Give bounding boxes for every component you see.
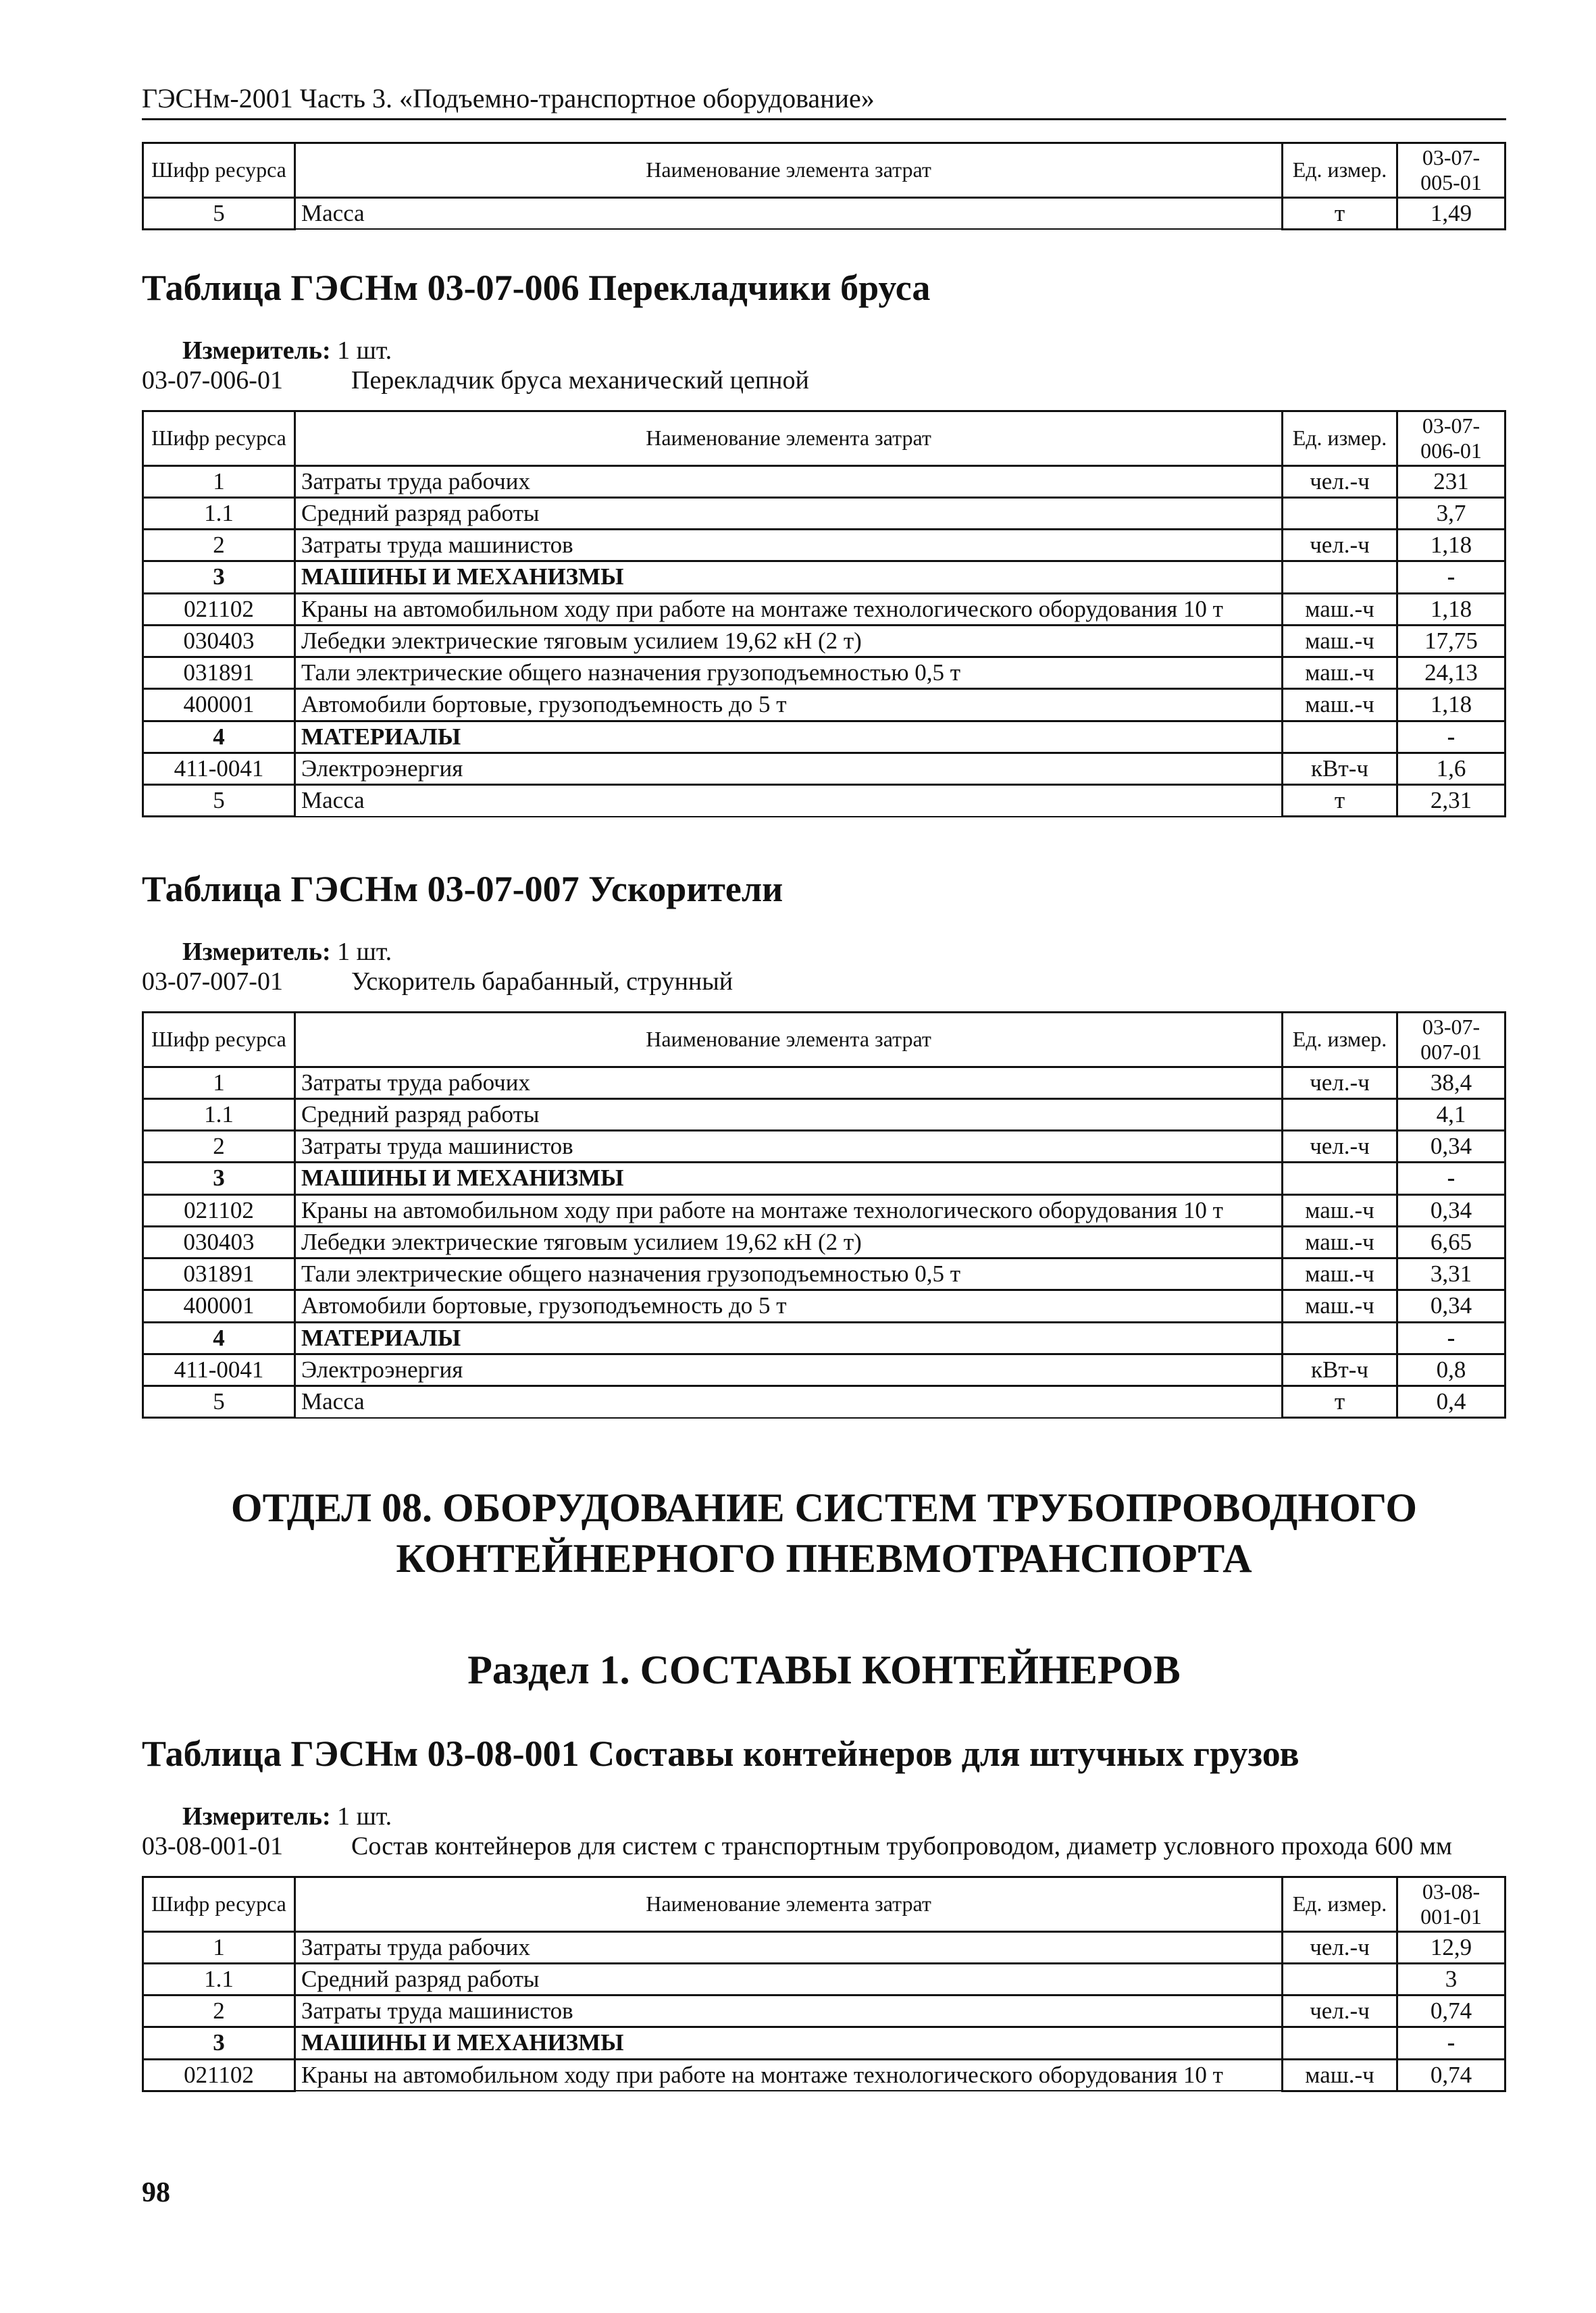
cell-value: - bbox=[1397, 721, 1505, 753]
cell-name: Масса bbox=[295, 785, 1283, 817]
cell-name: Лебедки электрические тяговым усилием 19,62 кН (2 т) bbox=[295, 1226, 1283, 1258]
cell-unit: маш.-ч bbox=[1283, 625, 1397, 657]
cell-code: 030403 bbox=[143, 1226, 295, 1258]
cell-code: 1 bbox=[143, 1931, 295, 1963]
item-line bbox=[142, 967, 1506, 996]
col-header-code: Шифр ресурса bbox=[143, 1013, 295, 1067]
cell-value: - bbox=[1397, 2027, 1505, 2059]
table-row bbox=[143, 1098, 1505, 1130]
cell-code: 2 bbox=[143, 1131, 295, 1163]
cell-code: 021102 bbox=[143, 1194, 295, 1226]
cell-code: 3 bbox=[143, 2027, 295, 2059]
cell-unit bbox=[1283, 2027, 1397, 2059]
cell-name: МАШИНЫ И МЕХАНИЗМЫ bbox=[295, 1163, 1283, 1194]
cell-code: 5 bbox=[143, 1386, 295, 1418]
cell-unit bbox=[1283, 1098, 1397, 1130]
col-header-name: Наименование элемента затрат bbox=[295, 1013, 1283, 1067]
table-row bbox=[143, 753, 1505, 784]
cell-value: 0,34 bbox=[1397, 1194, 1505, 1226]
cell-code: 031891 bbox=[143, 1259, 295, 1290]
cell-unit: маш.-ч bbox=[1283, 1194, 1397, 1226]
cell-code: 400001 bbox=[143, 1290, 295, 1322]
cell-value: 0,74 bbox=[1397, 2059, 1505, 2091]
cell-unit: т bbox=[1283, 1386, 1397, 1418]
meter-label: Измеритель: bbox=[182, 938, 331, 966]
cell-code: 3 bbox=[143, 1163, 295, 1194]
table-row bbox=[143, 497, 1505, 529]
col-header-norm: 03-08-001-01 bbox=[1397, 1877, 1505, 1932]
cell-unit: маш.-ч bbox=[1283, 657, 1397, 689]
cell-unit: чел.-ч bbox=[1283, 465, 1397, 497]
cell-code: 030403 bbox=[143, 625, 295, 657]
page-number: 98 bbox=[142, 2177, 170, 2208]
col-header-name: Наименование элемента затрат bbox=[295, 411, 1283, 466]
cell-value: 1,18 bbox=[1397, 530, 1505, 561]
table-row bbox=[143, 593, 1505, 625]
cell-value: - bbox=[1397, 561, 1505, 593]
cell-code: 1 bbox=[143, 465, 295, 497]
table-row bbox=[143, 1259, 1505, 1290]
cell-unit bbox=[1283, 1163, 1397, 1194]
cell-code: 2 bbox=[143, 530, 295, 561]
table-row bbox=[143, 689, 1505, 721]
table-row bbox=[143, 465, 1505, 497]
cell-value: 1,18 bbox=[1397, 593, 1505, 625]
table-row bbox=[143, 1996, 1505, 2027]
cell-value: 24,13 bbox=[1397, 657, 1505, 689]
meter-label: Измеритель: bbox=[182, 1802, 331, 1831]
cell-value: 1,6 bbox=[1397, 753, 1505, 784]
cell-value: 231 bbox=[1397, 465, 1505, 497]
cell-value: 2,31 bbox=[1397, 785, 1505, 817]
cell-unit: т bbox=[1283, 197, 1397, 229]
table-row bbox=[143, 1290, 1505, 1322]
cell-name: Краны на автомобильном ходу при работе на монтаже технологического оборудования 10 т bbox=[295, 593, 1283, 625]
cell-unit: маш.-ч bbox=[1283, 1290, 1397, 1322]
item-code: 03-08-001-01 bbox=[142, 1832, 283, 1860]
cell-value: 17,75 bbox=[1397, 625, 1505, 657]
table-row bbox=[143, 1386, 1505, 1418]
meter-line bbox=[182, 937, 1506, 967]
cell-unit: чел.-ч bbox=[1283, 530, 1397, 561]
cell-value: 3,7 bbox=[1397, 497, 1505, 529]
table-row bbox=[143, 785, 1505, 817]
col-header-unit: Ед. измер. bbox=[1283, 1013, 1397, 1067]
meter-value: 1 шт. bbox=[337, 938, 392, 966]
cell-unit: маш.-ч bbox=[1283, 689, 1397, 721]
cell-unit bbox=[1283, 1322, 1397, 1354]
cell-value: 6,65 bbox=[1397, 1226, 1505, 1258]
cell-unit: чел.-ч bbox=[1283, 1931, 1397, 1963]
cell-value: 12,9 bbox=[1397, 1931, 1505, 1963]
cell-name: Затраты труда рабочих bbox=[295, 1931, 1283, 1963]
cell-value: 4,1 bbox=[1397, 1098, 1505, 1130]
cell-code: 3 bbox=[143, 561, 295, 593]
cell-code: 1.1 bbox=[143, 1963, 295, 1995]
table-row bbox=[143, 625, 1505, 657]
cell-code: 1.1 bbox=[143, 497, 295, 529]
meter-value: 1 шт. bbox=[337, 336, 392, 365]
item-line bbox=[142, 1831, 1506, 1861]
cell-code: 021102 bbox=[143, 593, 295, 625]
cell-unit: чел.-ч bbox=[1283, 1131, 1397, 1163]
cell-unit: маш.-ч bbox=[1283, 2059, 1397, 2091]
col-header-code: Шифр ресурса bbox=[143, 1877, 295, 1932]
cell-code: 031891 bbox=[143, 657, 295, 689]
table-row bbox=[143, 1322, 1505, 1354]
col-header-code: Шифр ресурса bbox=[143, 411, 295, 466]
cell-code: 4 bbox=[143, 721, 295, 753]
cell-unit bbox=[1283, 561, 1397, 593]
meter-value: 1 шт. bbox=[337, 1802, 392, 1831]
cell-name: МАШИНЫ И МЕХАНИЗМЫ bbox=[295, 2027, 1283, 2059]
col-header-norm: 03-07-007-01 bbox=[1397, 1013, 1505, 1067]
table-title: Таблица ГЭСНм 03-07-007 Ускорители bbox=[142, 869, 783, 909]
cell-name: Средний разряд работы bbox=[295, 497, 1283, 529]
table-title: Таблица ГЭСНм 03-08-001 Составы контейнеров для штучных грузов bbox=[142, 1733, 1299, 1774]
table-row bbox=[143, 2059, 1505, 2091]
cell-name: Тали электрические общего назначения грузоподъемностью 0,5 т bbox=[295, 1259, 1283, 1290]
cell-name: Автомобили бортовые, грузоподъемность до 5 т bbox=[295, 1290, 1283, 1322]
cell-name: Тали электрические общего назначения грузоподъемностью 0,5 т bbox=[295, 657, 1283, 689]
item-description: Состав контейнеров для систем с транспортным трубопроводом, диаметр условного прохода 600 мм bbox=[351, 1832, 1452, 1860]
table-row bbox=[143, 657, 1505, 689]
cell-name: Затраты труда машинистов bbox=[295, 530, 1283, 561]
item-code: 03-07-006-01 bbox=[142, 366, 283, 395]
col-header-unit: Ед. измер. bbox=[1283, 1877, 1397, 1932]
col-header-name: Наименование элемента затрат bbox=[295, 1877, 1283, 1932]
cell-code: 4 bbox=[143, 1322, 295, 1354]
cell-code: 1 bbox=[143, 1067, 295, 1098]
col-header-unit: Ед. измер. bbox=[1283, 411, 1397, 466]
cell-name: Затраты труда машинистов bbox=[295, 1996, 1283, 2027]
cell-unit bbox=[1283, 497, 1397, 529]
table-row bbox=[143, 1963, 1505, 1995]
item-description: Ускоритель барабанный, струнный bbox=[351, 967, 733, 996]
col-header-norm: 03-07-006-01 bbox=[1397, 411, 1505, 466]
otdel-heading bbox=[142, 1483, 1506, 1584]
cell-code: 400001 bbox=[143, 689, 295, 721]
cell-code: 411-0041 bbox=[143, 753, 295, 784]
cell-name: Затраты труда машинистов bbox=[295, 1131, 1283, 1163]
cell-value: - bbox=[1397, 1163, 1505, 1194]
resource-table bbox=[142, 410, 1506, 817]
table-row bbox=[143, 1131, 1505, 1163]
cell-name: Затраты труда рабочих bbox=[295, 1067, 1283, 1098]
cell-unit: т bbox=[1283, 785, 1397, 817]
cell-name: МАШИНЫ И МЕХАНИЗМЫ bbox=[295, 561, 1283, 593]
cell-value: 3 bbox=[1397, 1963, 1505, 1995]
resource-table bbox=[142, 1876, 1506, 2092]
cell-name: Средний разряд работы bbox=[295, 1098, 1283, 1130]
table-row bbox=[143, 1931, 1505, 1963]
cell-name: МАТЕРИАЛЫ bbox=[295, 1322, 1283, 1354]
table-row bbox=[143, 530, 1505, 561]
cell-value: 38,4 bbox=[1397, 1067, 1505, 1098]
table-title: Таблица ГЭСНм 03-07-006 Перекладчики бруса bbox=[142, 268, 931, 308]
cell-unit: чел.-ч bbox=[1283, 1996, 1397, 2027]
cell-code: 021102 bbox=[143, 2059, 295, 2091]
cell-name: Электроэнергия bbox=[295, 753, 1283, 784]
cell-unit bbox=[1283, 721, 1397, 753]
cell-value: 0,8 bbox=[1397, 1354, 1505, 1386]
cell-name: Краны на автомобильном ходу при работе на монтаже технологического оборудования 10 т bbox=[295, 2059, 1283, 2091]
table-row bbox=[143, 721, 1505, 753]
cell-unit: маш.-ч bbox=[1283, 1259, 1397, 1290]
meter-line bbox=[182, 1802, 1506, 1831]
cell-value: 0,74 bbox=[1397, 1996, 1505, 2027]
cell-unit: кВт-ч bbox=[1283, 1354, 1397, 1386]
table-row bbox=[143, 1163, 1505, 1194]
resource-table bbox=[142, 142, 1506, 230]
table-section-03-07-006 bbox=[142, 267, 1506, 817]
cell-name: Электроэнергия bbox=[295, 1354, 1283, 1386]
table-row bbox=[143, 1194, 1505, 1226]
cell-code: 2 bbox=[143, 1996, 295, 2027]
otdel-heading-line-2: КОНТЕЙНЕРНОГО ПНЕВМОТРАНСПОРТА bbox=[396, 1536, 1252, 1581]
cell-code: 411-0041 bbox=[143, 1354, 295, 1386]
item-line bbox=[142, 365, 1506, 395]
item-description: Перекладчик бруса механический цепной bbox=[351, 366, 809, 395]
resource-table bbox=[142, 1011, 1506, 1419]
cell-unit: чел.-ч bbox=[1283, 1067, 1397, 1098]
cell-value: 3,31 bbox=[1397, 1259, 1505, 1290]
item-code: 03-07-007-01 bbox=[142, 967, 283, 996]
cell-value: 1,49 bbox=[1397, 197, 1505, 229]
col-header-unit: Ед. измер. bbox=[1283, 143, 1397, 198]
table-row bbox=[143, 561, 1505, 593]
meter-line bbox=[182, 336, 1506, 365]
cell-value: 0,34 bbox=[1397, 1290, 1505, 1322]
cell-unit: кВт-ч bbox=[1283, 753, 1397, 784]
razdel-heading: Раздел 1. СОСТАВЫ КОНТЕЙНЕРОВ bbox=[467, 1648, 1181, 1692]
cell-code: 5 bbox=[143, 785, 295, 817]
cell-name: Масса bbox=[295, 197, 1283, 229]
cell-code: 1.1 bbox=[143, 1098, 295, 1130]
cell-value: 0,4 bbox=[1397, 1386, 1505, 1418]
cell-unit: маш.-ч bbox=[1283, 1226, 1397, 1258]
page-header: ГЭСНм-2001 Часть 3. «Подъемно-транспортное оборудование» bbox=[142, 82, 1506, 120]
cell-name: Масса bbox=[295, 1386, 1283, 1418]
meter-label: Измеритель: bbox=[182, 336, 331, 365]
table-row bbox=[143, 197, 1505, 229]
cell-unit: маш.-ч bbox=[1283, 593, 1397, 625]
table-row bbox=[143, 1354, 1505, 1386]
cell-name: Краны на автомобильном ходу при работе на монтаже технологического оборудования 10 т bbox=[295, 1194, 1283, 1226]
cell-value: 0,34 bbox=[1397, 1131, 1505, 1163]
table-03-07-005-fragment bbox=[142, 142, 1506, 230]
cell-name: Лебедки электрические тяговым усилием 19,62 кН (2 т) bbox=[295, 625, 1283, 657]
cell-name: Средний разряд работы bbox=[295, 1963, 1283, 1995]
col-header-code: Шифр ресурса bbox=[143, 143, 295, 198]
table-row bbox=[143, 2027, 1505, 2059]
cell-name: Затраты труда рабочих bbox=[295, 465, 1283, 497]
cell-name: Автомобили бортовые, грузоподъемность до 5 т bbox=[295, 689, 1283, 721]
cell-code: 5 bbox=[143, 197, 295, 229]
table-section-03-08-001 bbox=[142, 1733, 1506, 2092]
cell-value: 1,18 bbox=[1397, 689, 1505, 721]
table-row bbox=[143, 1067, 1505, 1098]
col-header-norm: 03-07-005-01 bbox=[1397, 143, 1505, 198]
table-row bbox=[143, 1226, 1505, 1258]
cell-value: - bbox=[1397, 1322, 1505, 1354]
cell-name: МАТЕРИАЛЫ bbox=[295, 721, 1283, 753]
col-header-name: Наименование элемента затрат bbox=[295, 143, 1283, 198]
table-section-03-07-007 bbox=[142, 868, 1506, 1419]
cell-unit bbox=[1283, 1963, 1397, 1995]
otdel-heading-line-1: ОТДЕЛ 08. ОБОРУДОВАНИЕ СИСТЕМ ТРУБОПРОВОДНОГО bbox=[230, 1485, 1418, 1530]
